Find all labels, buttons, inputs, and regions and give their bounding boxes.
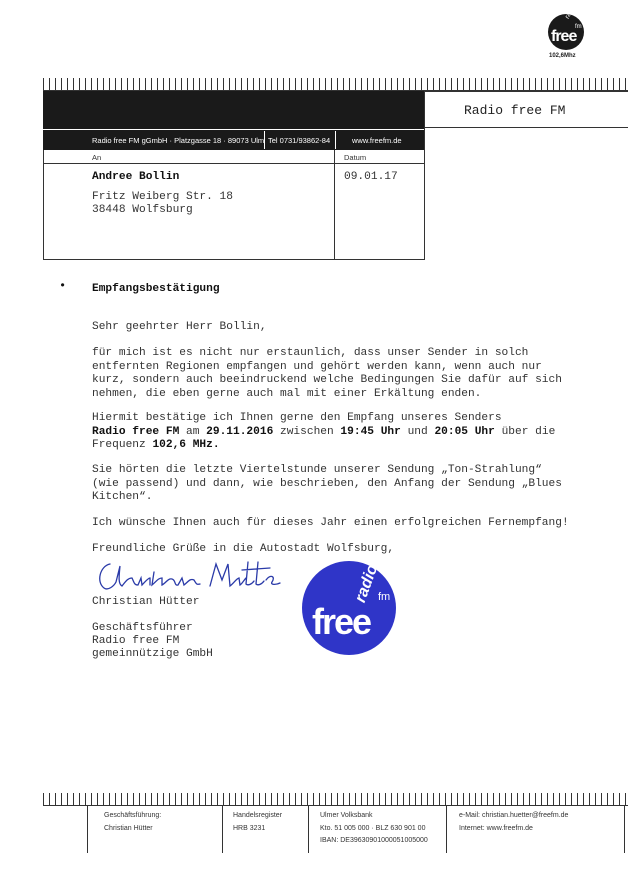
reception-end-time: 20:05 Uhr [434,425,495,438]
recipient-name: Andree Bollin [92,171,180,183]
top-logo-fm: fm [575,24,582,30]
reception-date: 29.11.2016 [206,425,274,438]
text-fragment: zwischen [273,425,341,438]
paragraph-3-line: Sie hörten die letzte Viertelstunde unserer Sendung „Ton-Strahlung“ [92,464,542,476]
recipient-bottom-line [43,259,425,260]
paragraph-3 [92,464,612,505]
date-label: Datum [344,153,367,162]
recipient-street: Fritz Weiberg Str. 18 [92,191,233,203]
letter-date: 09.01.17 [344,171,398,183]
text-fragment: über die [494,425,556,438]
handwritten-signature [92,556,292,596]
top-logo-frequency: 102,6Mhz [549,53,576,59]
footer-bank-account: Kto. 51 005 000 · BLZ 630 901 00 [320,825,426,832]
header-right-divider [424,91,425,150]
paragraph-1-line: entfernten Regionen empfangen und gehört werden kann, wenn auch nur [92,360,542,373]
address-divider-1 [264,131,265,149]
company-stamp [302,561,398,657]
to-label: An [92,153,102,162]
footer-divider [624,806,625,853]
signer-role-line: Radio free FM [92,635,180,647]
labels-underline [43,163,424,164]
reception-start-time: 19:45 Uhr [340,425,401,438]
signature-drawing [92,556,292,596]
signer-role-line: gemeinnützige GmbH [92,648,213,660]
stamp-sub: radio [352,562,382,605]
footer-bank-name: Ulmer Volksbank [320,812,373,819]
header-phone: Tel 0731/93862-84 [268,136,331,145]
reception-frequency: 102,6 MHz. [152,439,220,451]
top-ruler [43,78,628,90]
signer-role [92,622,213,661]
paragraph-3-line: (wie passend) und dann, wie beschrieben, den Anfang der Sendung „Blues [92,477,562,490]
bottom-ruler-line [43,805,628,806]
paragraph-1 [92,347,592,401]
footer-divider [87,806,88,853]
top-logo-sub: radio [564,2,577,20]
paragraph-2-line: Hiermit bestätige ich Ihnen gerne den Empfang unseres Senders [92,412,502,424]
bottom-ruler [43,793,628,805]
footer-register-label: Handelsregister [233,812,283,819]
recipient-date-divider [334,150,335,259]
paragraph-2-line [92,426,612,440]
paragraph-1-line: für mich ist es nicht nur erstaunlich, dass unser Sender in solch [92,347,529,359]
signer-role-line: Geschäftsführer [92,622,193,634]
header-right-top-line [424,91,628,92]
paragraph-2 [92,412,612,453]
text-fragment: und [400,425,435,438]
footer-divider [222,806,223,853]
paragraph-1-line: kurz, sondern auch beeindruckend welche Bedingungen Sie dafür auf sich [92,374,562,386]
salutation: Sehr geehrter Herr Bollin, [92,321,267,333]
footer-email[interactable]: e-Mail: christian.huetter@freefm.de [459,812,569,819]
footer-mgmt-name: Christian Hütter [104,825,153,832]
closing: Freundliche Grüße in die Autostadt Wolfsburg, [92,543,395,555]
top-logo [546,2,586,64]
header-website: www.freefm.de [352,136,402,145]
paragraph-2-line [92,439,612,453]
recipient-city: 38448 Wolfsburg [92,204,193,216]
paragraph-1-line: nehmen, die eben gerne auch mal mit einer Erkältung enden. [92,387,482,400]
header-right-bottom-line [424,127,628,128]
letter-subject: Empfangsbestätigung [92,283,220,295]
footer-divider [446,806,447,853]
text-fragment: Frequenz [92,439,153,451]
footer-internet[interactable]: Internet: www.freefm.de [459,825,533,832]
bullet-mark: • [59,279,67,293]
paragraph-4: Ich wünsche Ihnen auch für dieses Jahr einen erfolgreichen Fernempfang! [92,517,569,529]
address-divider-2 [335,131,336,149]
header-address: Radio free FM gGmbH · Platzgasse 18 · 89073 Ulm [92,136,265,145]
top-logo-text: free [551,28,577,45]
signer-name: Christian Hütter [92,596,200,608]
station-bold: Radio free FM [92,425,180,438]
stamp-fm: fm [378,591,391,603]
header-black-bar [43,91,424,129]
recipient-right-line [424,150,425,259]
paragraph-3-line: Kitchen“. [92,491,153,503]
footer-divider [308,806,309,853]
stamp-text: free [312,601,371,642]
footer-register-value: HRB 3231 [233,825,266,832]
text-fragment: am [179,425,207,438]
footer-mgmt-label: Geschäftsführung: [104,812,162,819]
station-name: Radio free FM [464,103,566,118]
recipient-left-line [43,150,44,259]
footer-bank-iban: IBAN: DE39630901000051005000 [320,837,428,844]
